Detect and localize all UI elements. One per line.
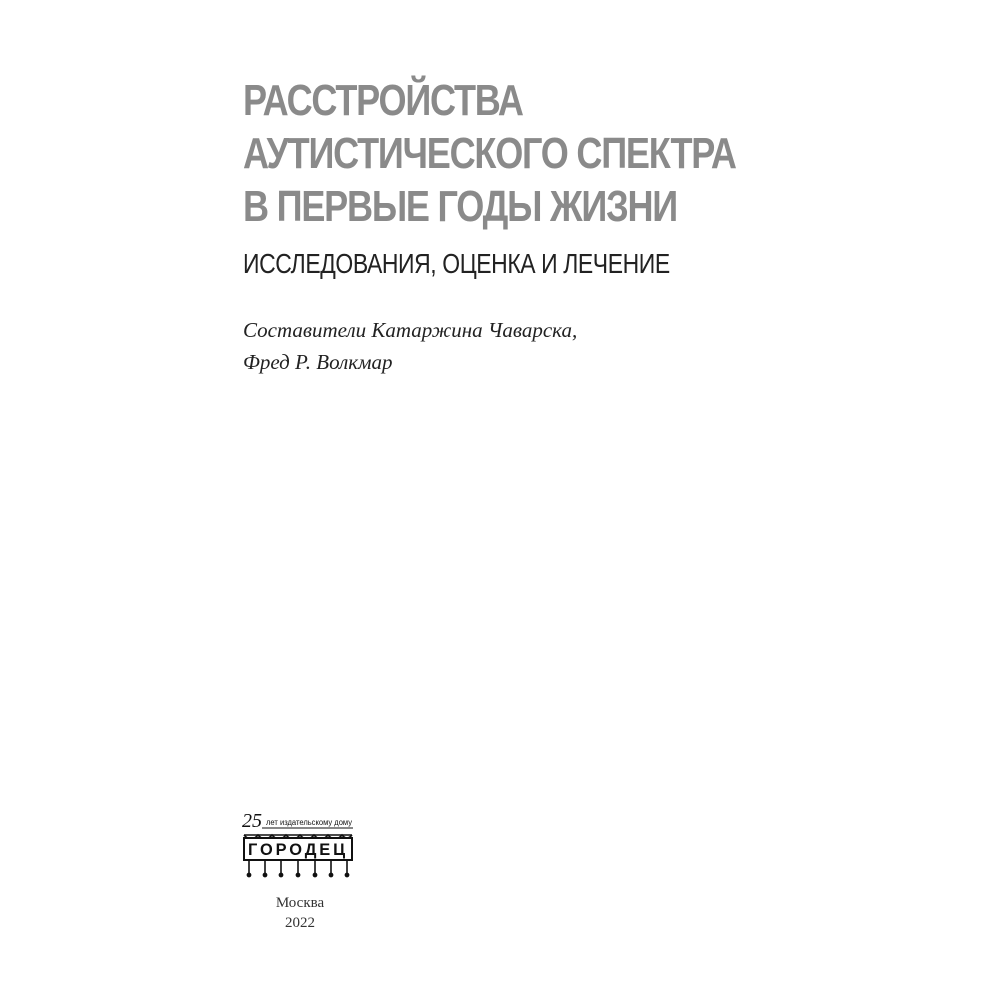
logo-anniversary-number: 25 <box>242 810 262 832</box>
editors-line-1: Составители Катаржина Чаварска, <box>243 318 578 342</box>
book-title-line-1: РАССТРОЙСТВА <box>243 76 523 125</box>
book-subtitle: ИССЛЕДОВАНИЯ, ОЦЕНКА И ЛЕЧЕНИЕ <box>243 248 670 279</box>
logo-caption: лет издательскому дому <box>266 818 352 827</box>
imprint-city: Москва <box>275 895 325 911</box>
editors-line-2: Фред Р. Волкмар <box>243 350 393 374</box>
imprint <box>240 893 360 933</box>
logo-publisher-name: ГОРОДЕЦ <box>248 840 348 859</box>
imprint-year: 2022 <box>285 915 315 931</box>
logo-columns-icon <box>247 860 348 877</box>
book-title-line-3: В ПЕРВЫЕ ГОДЫ ЖИЗНИ <box>243 182 677 231</box>
book-title <box>243 74 963 233</box>
editors <box>243 314 577 378</box>
book-title-line-2: АУТИСТИЧЕСКОГО СПЕКТРА <box>243 129 736 178</box>
publisher-logo <box>240 807 355 897</box>
